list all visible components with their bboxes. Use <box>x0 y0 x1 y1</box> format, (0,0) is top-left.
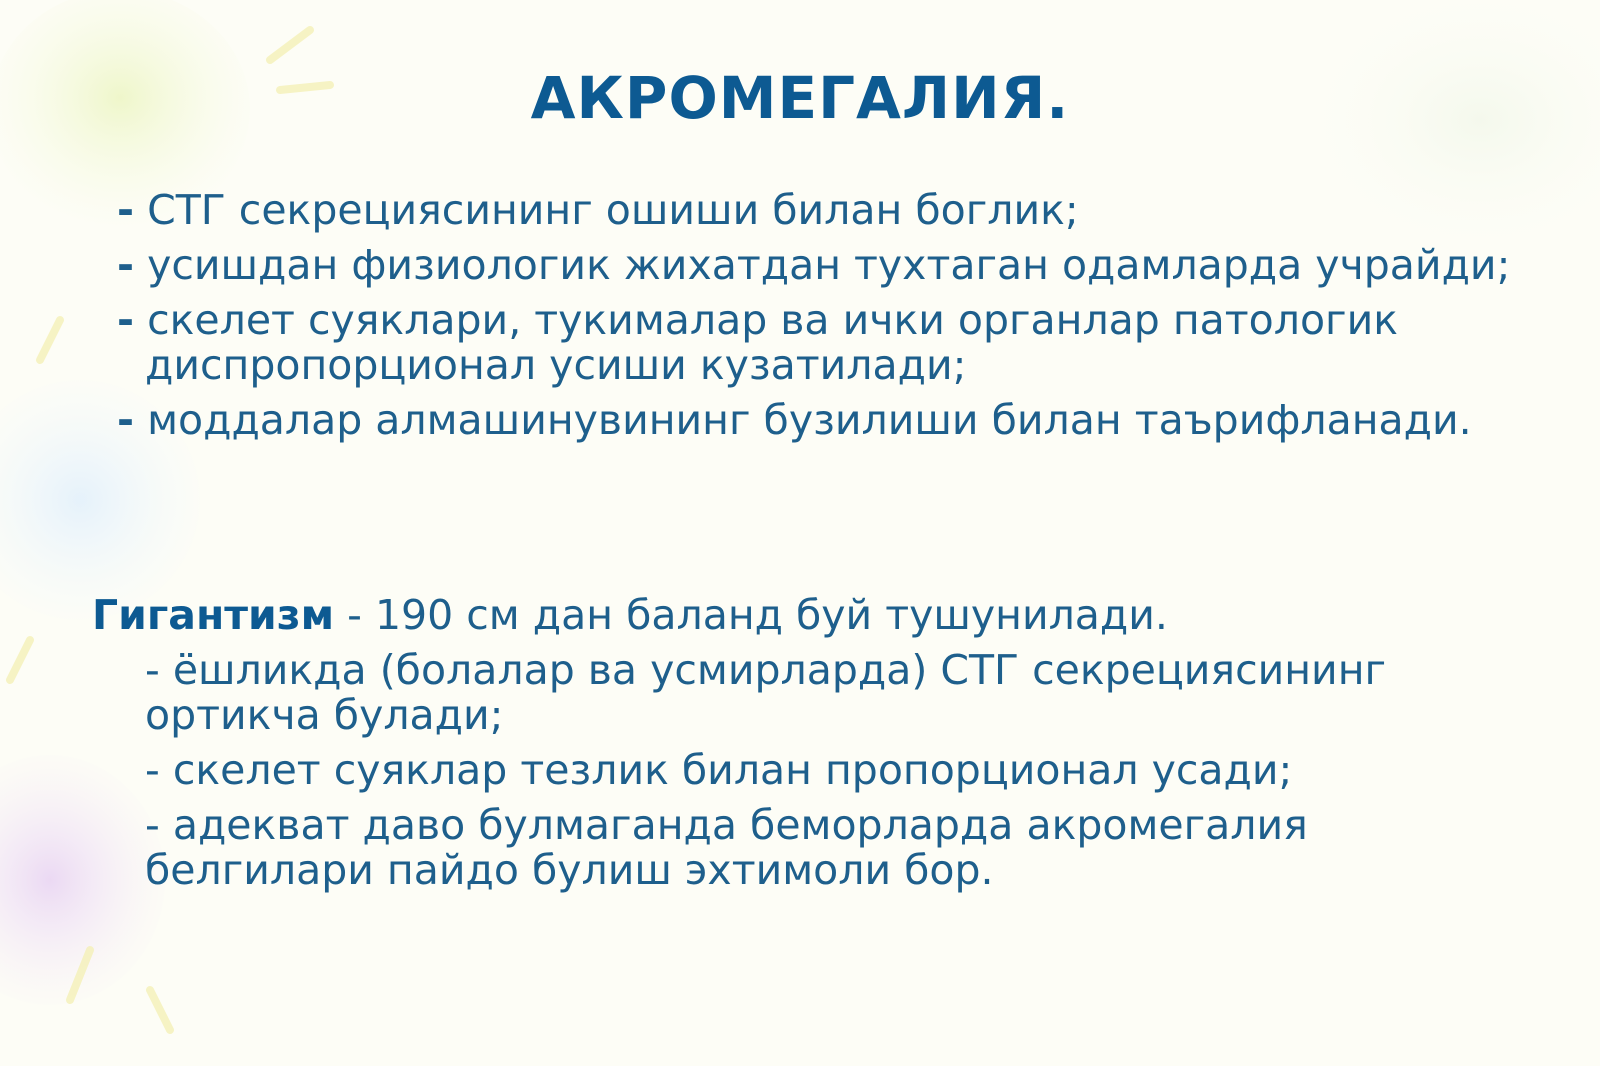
bullet-dash: - <box>117 396 135 444</box>
definition-text: - 190 см дан баланд буй тушунилади. <box>334 591 1168 639</box>
definition-subitem: - скелет суяклар тезлик билан пропорционал усади; <box>145 746 1293 794</box>
slide-title: АКРОМЕГАЛИЯ. <box>530 64 1070 132</box>
bullet-item <box>92 398 1512 443</box>
definition-sublist <box>92 648 1522 893</box>
bullet-dash: - <box>117 186 135 234</box>
definition-term: Гигантизм <box>92 591 335 639</box>
bullet-text: скелет суяклари, тукималар ва ички органлар патологик диспропорционал усиши кузатилади; <box>145 296 1398 389</box>
definition-subitem: - ёшликда (болалар ва усмирларда) СТГ секрециясининг ортикча булади; <box>145 646 1387 739</box>
bullet-list <box>92 188 1512 453</box>
definition-block <box>92 590 1522 903</box>
bullet-dash: - <box>117 296 135 344</box>
bullet-dash: - <box>117 241 135 289</box>
bullet-item <box>92 188 1512 233</box>
bullet-text: усишдан физиологик жихатдан тухтаган одамларда учрайди; <box>147 241 1511 289</box>
bullet-text: СТГ секрециясининг ошиши билан боглик; <box>147 186 1079 234</box>
definition-subitem: - адекват даво булмаганда беморларда акромегалия белгилари пайдо булиш эхтимоли бор. <box>145 801 1308 894</box>
bullet-item <box>92 243 1512 288</box>
bullet-item <box>92 298 1512 388</box>
bullet-text: моддалар алмашинувининг бузилиши билан таърифланади. <box>147 396 1472 444</box>
definition-line <box>92 590 1522 640</box>
